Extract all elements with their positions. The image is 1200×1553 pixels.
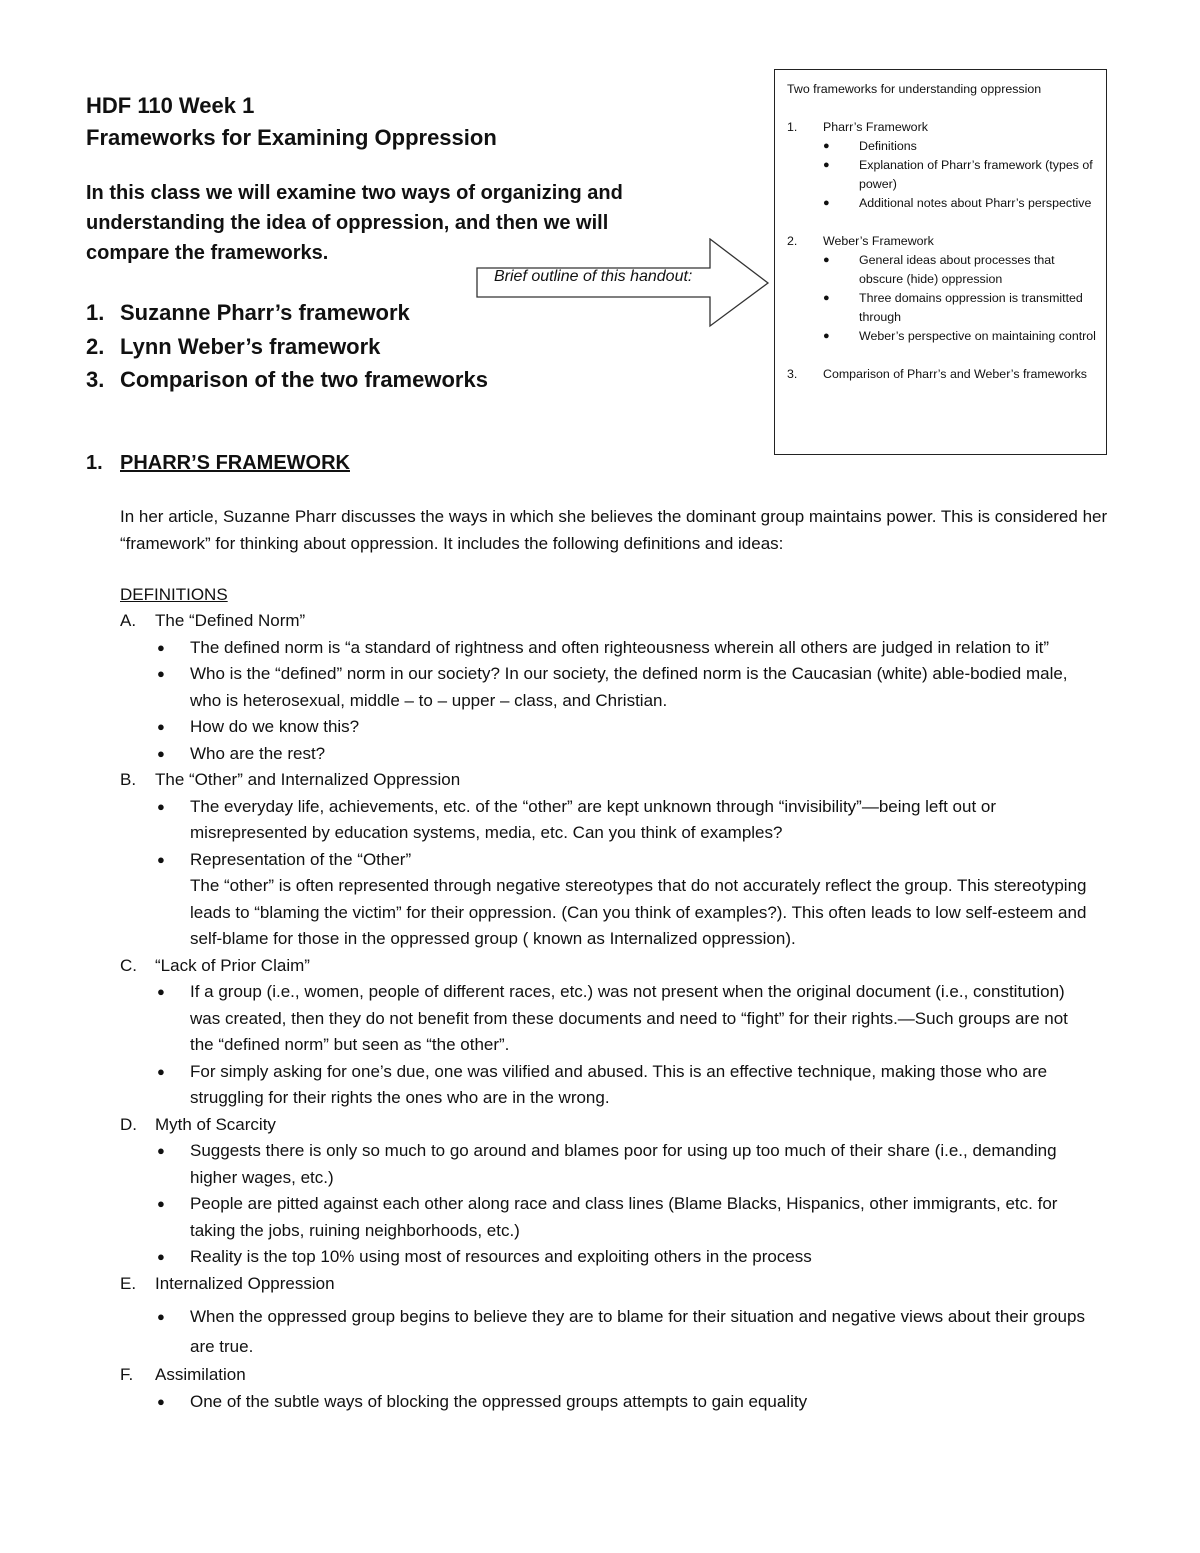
list-item: ● Who is the “defined” norm in our society? In our society, the defined norm is the Caucasian (white) able-bodied male, who is heterosexual, middle – to – upper – class, and Christian. (157, 664, 1068, 710)
section-intro-paragraph: In her article, Suzanne Pharr discusses the ways in which she believes the dominant group maintains power. This is considered her “framework” for thinking about oppression. It includes the following definitions and ideas: (120, 507, 1108, 553)
definition-item: F. Assimilation (120, 1365, 246, 1384)
definition-item: B. The “Other” and Internalized Oppression (120, 770, 461, 789)
definitions-list (120, 608, 1120, 1415)
list-item: ● How do we know this? (157, 717, 360, 736)
outline-section: 2. Weber’s Framework ● General ideas about processes that obscure (hide) oppression ● Three domains oppression is transmitted through ● Weber’s perspective on maintaining control (787, 232, 1096, 346)
definition-item: A. The “Defined Norm” (120, 611, 306, 630)
outline-bullet: ● Explanation of Pharr’s framework (types of power) (823, 158, 1093, 191)
definitions-heading: DEFINITIONS (120, 585, 228, 604)
outline-bullet: ● Weber’s perspective on maintaining control (823, 329, 1096, 343)
outline-section: 3. Comparison of Pharr’s and Weber’s frameworks (787, 367, 1087, 381)
outline-bullet: ● Definitions (823, 139, 917, 153)
outline-title: Two frameworks for understanding oppression (787, 82, 1042, 96)
outline-bullet: ● Three domains oppression is transmitted through (823, 291, 1083, 324)
list-item: ● One of the subtle ways of blocking the oppressed groups attempts to gain equality (157, 1391, 808, 1411)
list-item: ● Reality is the top 10% using most of resources and exploiting others in the process (157, 1247, 812, 1266)
table-of-contents (86, 296, 488, 397)
section-heading: 1. PHARR’S FRAMEWORK (86, 452, 350, 474)
list-item: ● Representation of the “Other” The “other” is often represented through negative stereotypes that do not accurately reflect the group. This stereotyping leads to “blaming the victim” for their oppression. (Can you think of examples?). This often leads to low self-esteem and self-blame for those in the oppressed group ( known as Internalized oppression). (157, 849, 1087, 948)
outline-bullet: ● General ideas about processes that obscure (hide) oppression (823, 253, 1055, 286)
definition-item: E. Internalized Oppression (120, 1273, 335, 1293)
list-item: ● For simply asking for one’s due, one was vilified and abused. This is an effective technique, making those who are struggling for their rights the ones who are in the wrong. (157, 1061, 1048, 1107)
definition-item: C. “Lack of Prior Claim” (120, 955, 310, 975)
list-item: ● When the oppressed group begins to believe they are to blame for their situation and negative views about their groups are true. (157, 1307, 1085, 1356)
definition-item: D. Myth of Scarcity (120, 1114, 276, 1134)
list-item: ● The defined norm is “a standard of rightness and often righteousness wherein all others are judged in relation to it” (157, 637, 1049, 657)
arrow-callout-label: Brief outline of this handout: (494, 268, 693, 285)
document-title: HDF 110 Week 1 (86, 93, 255, 118)
outline-section: 1. Pharr’s Framework ● Definitions ● Explanation of Pharr’s framework (types of power) ● Additional notes about Pharr’s perspective (787, 118, 1096, 213)
handout-outline-box (774, 69, 1107, 455)
toc-item: 1. Suzanne Pharr’s framework (86, 300, 410, 325)
toc-item: 3. Comparison of the two frameworks (86, 367, 488, 392)
toc-item: 2. Lynn Weber’s framework (86, 333, 381, 359)
list-item: ● People are pitted against each other along race and class lines (Blame Blacks, Hispanics, other immigrants, etc. for taking the jobs, ruining neighborhoods, etc.) (157, 1194, 1058, 1240)
list-item: ● If a group (i.e., women, people of different races, etc.) was not present when the original document (i.e., constitution) was created, then they do not benefit from these documents and need to “fight” for their rights.—Such groups are not the “defined norm” but seen as “the other”. (157, 982, 1068, 1054)
list-item: ● The everyday life, achievements, etc. of the “other” are kept unknown through “invisibility”—being left out or misrepresented by education systems, media, etc. Can you think of examples? (157, 796, 997, 842)
outline-bullet: ● Additional notes about Pharr’s perspective (823, 196, 1092, 210)
list-item: ● Suggests there is only so much to go around and blames poor for using up too much of their share (i.e., demanding higher wages, etc.) (157, 1141, 1057, 1187)
document-subtitle: Frameworks for Examining Oppression (86, 125, 497, 150)
list-item: ● Who are the rest? (157, 743, 326, 763)
intro-paragraph: In this class we will examine two ways of organizing and understanding the idea of oppression, and then we will compare the frameworks. (86, 182, 623, 264)
